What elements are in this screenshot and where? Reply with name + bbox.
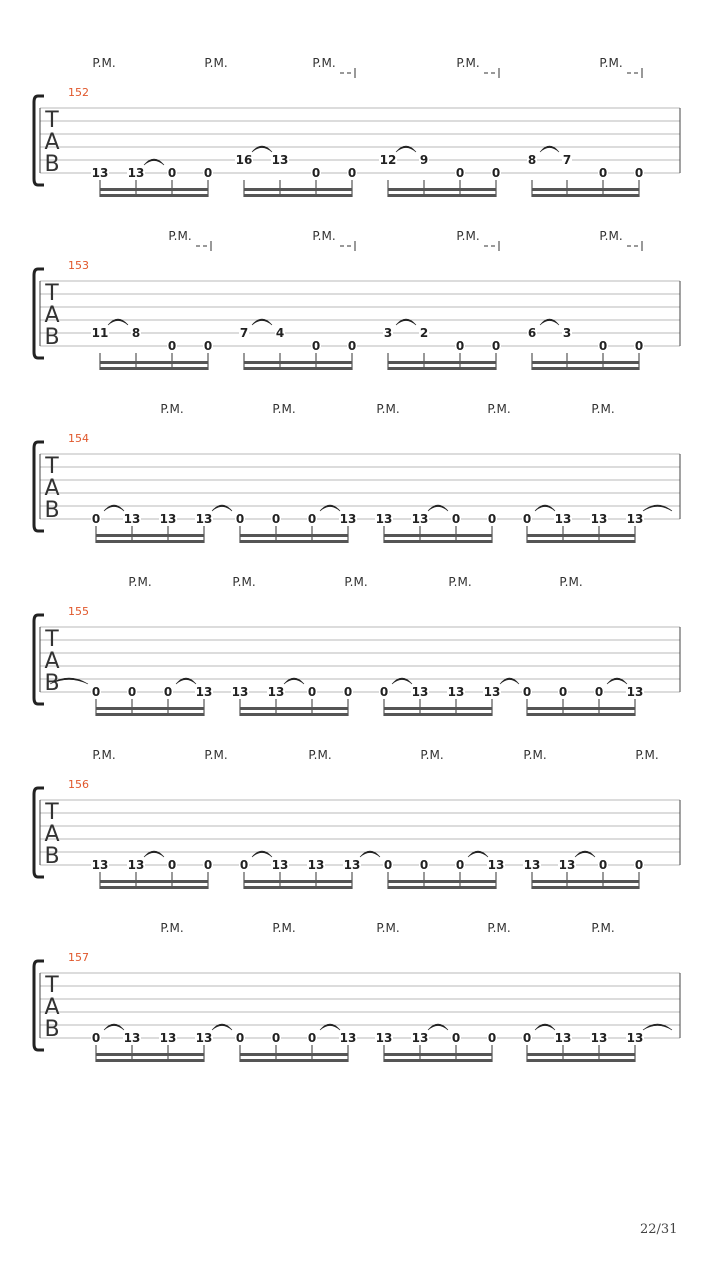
fret-number: 13 xyxy=(626,685,644,699)
fret-number: 13 xyxy=(590,512,608,526)
measure-number: 156 xyxy=(68,778,89,791)
fret-number: 13 xyxy=(343,858,361,872)
tab-clef-t: T xyxy=(45,627,59,652)
beam xyxy=(240,534,348,537)
fret-number: 0 xyxy=(634,339,644,353)
fret-number: 0 xyxy=(91,1031,101,1045)
palm-mute-mark: P.M. xyxy=(232,575,256,589)
fret-number: 0 xyxy=(634,858,644,872)
fret-number: 7 xyxy=(562,153,572,167)
fret-number: 13 xyxy=(483,685,501,699)
fret-number: 13 xyxy=(626,512,644,526)
fret-number: 0 xyxy=(598,166,608,180)
beam xyxy=(384,540,492,543)
fret-number: 13 xyxy=(626,1031,644,1045)
fret-number: 0 xyxy=(455,858,465,872)
measure-number: 152 xyxy=(68,86,89,99)
tab-clef-t: T xyxy=(45,454,59,479)
fret-number: 0 xyxy=(487,1031,497,1045)
fret-number: 0 xyxy=(203,858,213,872)
beam xyxy=(96,1059,204,1062)
fret-number: 13 xyxy=(411,512,429,526)
palm-mute-mark: P.M. xyxy=(599,56,623,70)
tab-clef-a: A xyxy=(44,303,60,328)
palm-mute-mark: P.M. xyxy=(168,229,192,243)
fret-number: 0 xyxy=(91,512,101,526)
tab-clef-t: T xyxy=(45,973,59,998)
beam xyxy=(527,1059,635,1062)
tab-clef-b: B xyxy=(44,844,60,869)
fret-number: 13 xyxy=(411,685,429,699)
tab-clef-b: B xyxy=(44,152,60,177)
beam xyxy=(388,367,496,370)
page-number: 22/31 xyxy=(640,1222,678,1237)
fret-number: 0 xyxy=(598,858,608,872)
beam xyxy=(527,707,635,710)
beam xyxy=(244,886,352,889)
fret-number: 13 xyxy=(91,166,109,180)
fret-number: 0 xyxy=(343,685,353,699)
tab-clef-a: A xyxy=(44,649,60,674)
fret-number: 0 xyxy=(91,685,101,699)
tab-clef-t: T xyxy=(45,800,59,825)
measure-number: 154 xyxy=(68,432,89,445)
fret-number: 13 xyxy=(487,858,505,872)
beam xyxy=(240,707,348,710)
fret-number: 0 xyxy=(522,512,532,526)
fret-number: 13 xyxy=(127,166,145,180)
beam xyxy=(532,194,639,197)
fret-number: 0 xyxy=(347,166,357,180)
fret-number: 0 xyxy=(167,166,177,180)
tab-clef-b: B xyxy=(44,1017,60,1042)
beam xyxy=(388,880,496,883)
measure-number: 153 xyxy=(68,259,89,272)
palm-mute-mark: P.M. xyxy=(204,56,228,70)
palm-mute-mark: P.M. xyxy=(160,921,184,935)
fret-number: 13 xyxy=(558,858,576,872)
beam xyxy=(240,1059,348,1062)
beam xyxy=(96,534,204,537)
tab-system-155 xyxy=(34,575,680,716)
palm-mute-mark: P.M. xyxy=(523,748,547,762)
fret-number: 13 xyxy=(159,512,177,526)
palm-mute-mark: P.M. xyxy=(92,748,116,762)
fret-number: 0 xyxy=(594,685,604,699)
palm-mute-mark: P.M. xyxy=(92,56,116,70)
fret-number: 13 xyxy=(195,512,213,526)
fret-number: 0 xyxy=(311,166,321,180)
beam xyxy=(96,1053,204,1056)
beam xyxy=(96,540,204,543)
fret-number: 13 xyxy=(307,858,325,872)
palm-mute-mark: P.M. xyxy=(591,921,615,935)
beam xyxy=(244,188,352,191)
tab-system-157 xyxy=(34,921,680,1062)
beam xyxy=(388,194,496,197)
fret-number: 0 xyxy=(271,512,281,526)
tab-clef-b: B xyxy=(44,498,60,523)
fret-number: 0 xyxy=(487,512,497,526)
fret-number: 13 xyxy=(195,685,213,699)
fret-number: 0 xyxy=(167,858,177,872)
system-bracket xyxy=(34,788,44,877)
fret-number: 0 xyxy=(203,166,213,180)
tab-clef-t: T xyxy=(45,281,59,306)
fret-number: 0 xyxy=(451,1031,461,1045)
palm-mute-mark: P.M. xyxy=(420,748,444,762)
palm-mute-mark: P.M. xyxy=(559,575,583,589)
palm-mute-mark: P.M. xyxy=(591,402,615,416)
fret-number: 13 xyxy=(523,858,541,872)
tab-clef-b: B xyxy=(44,671,60,696)
palm-mute-mark: P.M. xyxy=(635,748,659,762)
beam xyxy=(96,713,204,716)
fret-number: 13 xyxy=(375,512,393,526)
beam xyxy=(244,367,352,370)
measure-number: 157 xyxy=(68,951,89,964)
tab-clef-a: A xyxy=(44,130,60,155)
fret-number: 13 xyxy=(339,512,357,526)
fret-number: 0 xyxy=(491,166,501,180)
fret-number: 0 xyxy=(307,1031,317,1045)
fret-number: 6 xyxy=(527,326,537,340)
beam xyxy=(384,1053,492,1056)
tab-system-152 xyxy=(34,56,680,197)
beam xyxy=(532,361,639,364)
beam xyxy=(100,886,208,889)
beam xyxy=(100,880,208,883)
system-bracket xyxy=(34,96,44,185)
fret-number: 8 xyxy=(131,326,141,340)
tab-system-156 xyxy=(34,748,680,889)
beam xyxy=(96,707,204,710)
fret-number: 0 xyxy=(239,858,249,872)
fret-number: 16 xyxy=(235,153,253,167)
fret-number: 13 xyxy=(590,1031,608,1045)
fret-number: 0 xyxy=(451,512,461,526)
palm-mute-mark: P.M. xyxy=(312,229,336,243)
beam xyxy=(532,880,639,883)
palm-mute-mark: P.M. xyxy=(456,56,480,70)
fret-number: 0 xyxy=(522,685,532,699)
beam xyxy=(384,707,492,710)
beam xyxy=(100,361,208,364)
system-bracket xyxy=(34,961,44,1050)
fret-number: 13 xyxy=(123,1031,141,1045)
fret-number: 13 xyxy=(554,512,572,526)
measure-number: 155 xyxy=(68,605,89,618)
beam xyxy=(384,713,492,716)
fret-number: 13 xyxy=(127,858,145,872)
beam xyxy=(388,188,496,191)
palm-mute-mark: P.M. xyxy=(376,921,400,935)
fret-number: 0 xyxy=(347,339,357,353)
fret-number: 3 xyxy=(562,326,572,340)
fret-number: 0 xyxy=(163,685,173,699)
fret-number: 13 xyxy=(339,1031,357,1045)
fret-number: 2 xyxy=(419,326,429,340)
fret-number: 0 xyxy=(235,512,245,526)
palm-mute-mark: P.M. xyxy=(272,402,296,416)
fret-number: 11 xyxy=(91,326,109,340)
palm-mute-mark: P.M. xyxy=(487,402,511,416)
palm-mute-mark: P.M. xyxy=(487,921,511,935)
fret-number: 0 xyxy=(235,1031,245,1045)
tab-clef-a: A xyxy=(44,995,60,1020)
palm-mute-mark: P.M. xyxy=(599,229,623,243)
fret-number: 0 xyxy=(311,339,321,353)
palm-mute-mark: P.M. xyxy=(308,748,332,762)
fret-number: 13 xyxy=(554,1031,572,1045)
beam xyxy=(244,361,352,364)
beam xyxy=(384,1059,492,1062)
beam xyxy=(388,361,496,364)
fret-number: 0 xyxy=(558,685,568,699)
fret-number: 13 xyxy=(159,1031,177,1045)
beam xyxy=(240,713,348,716)
fret-number: 0 xyxy=(455,339,465,353)
fret-number: 3 xyxy=(383,326,393,340)
fret-number: 0 xyxy=(307,512,317,526)
tab-clef-b: B xyxy=(44,325,60,350)
beam xyxy=(384,534,492,537)
fret-number: 13 xyxy=(271,153,289,167)
beam xyxy=(244,194,352,197)
system-bracket xyxy=(34,615,44,704)
tab-clef-a: A xyxy=(44,822,60,847)
fret-number: 0 xyxy=(379,685,389,699)
system-bracket xyxy=(34,442,44,531)
beam xyxy=(532,367,639,370)
beam xyxy=(532,886,639,889)
fret-number: 0 xyxy=(307,685,317,699)
fret-number: 0 xyxy=(127,685,137,699)
beam xyxy=(527,534,635,537)
fret-number: 13 xyxy=(91,858,109,872)
palm-mute-mark: P.M. xyxy=(272,921,296,935)
fret-number: 13 xyxy=(195,1031,213,1045)
tab-clef-t: T xyxy=(45,108,59,133)
beam xyxy=(240,540,348,543)
beam xyxy=(388,886,496,889)
fret-number: 7 xyxy=(239,326,249,340)
palm-mute-mark: P.M. xyxy=(376,402,400,416)
fret-number: 13 xyxy=(375,1031,393,1045)
fret-number: 13 xyxy=(267,685,285,699)
beam xyxy=(527,540,635,543)
fret-number: 8 xyxy=(527,153,537,167)
tab-system-154 xyxy=(34,402,680,543)
fret-number: 13 xyxy=(411,1031,429,1045)
fret-number: 0 xyxy=(491,339,501,353)
fret-number: 0 xyxy=(271,1031,281,1045)
fret-number: 0 xyxy=(455,166,465,180)
palm-mute-mark: P.M. xyxy=(312,56,336,70)
fret-number: 9 xyxy=(419,153,429,167)
palm-mute-mark: P.M. xyxy=(204,748,228,762)
beam xyxy=(100,188,208,191)
fret-number: 4 xyxy=(275,326,285,340)
fret-number: 12 xyxy=(379,153,397,167)
tab-clef-a: A xyxy=(44,476,60,501)
beam xyxy=(532,188,639,191)
palm-mute-mark: P.M. xyxy=(160,402,184,416)
fret-number: 0 xyxy=(383,858,393,872)
fret-number: 0 xyxy=(419,858,429,872)
tab-system-153 xyxy=(34,229,680,370)
palm-mute-mark: P.M. xyxy=(456,229,480,243)
beam xyxy=(100,194,208,197)
beam xyxy=(244,880,352,883)
beam xyxy=(527,713,635,716)
fret-number: 0 xyxy=(634,166,644,180)
fret-number: 0 xyxy=(167,339,177,353)
fret-number: 13 xyxy=(271,858,289,872)
fret-number: 13 xyxy=(447,685,465,699)
fret-number: 0 xyxy=(598,339,608,353)
beam xyxy=(240,1053,348,1056)
system-bracket xyxy=(34,269,44,358)
palm-mute-mark: P.M. xyxy=(128,575,152,589)
fret-number: 13 xyxy=(123,512,141,526)
fret-number: 13 xyxy=(231,685,249,699)
beam xyxy=(100,367,208,370)
fret-number: 0 xyxy=(203,339,213,353)
palm-mute-mark: P.M. xyxy=(344,575,368,589)
fret-number: 0 xyxy=(522,1031,532,1045)
palm-mute-mark: P.M. xyxy=(448,575,472,589)
beam xyxy=(527,1053,635,1056)
